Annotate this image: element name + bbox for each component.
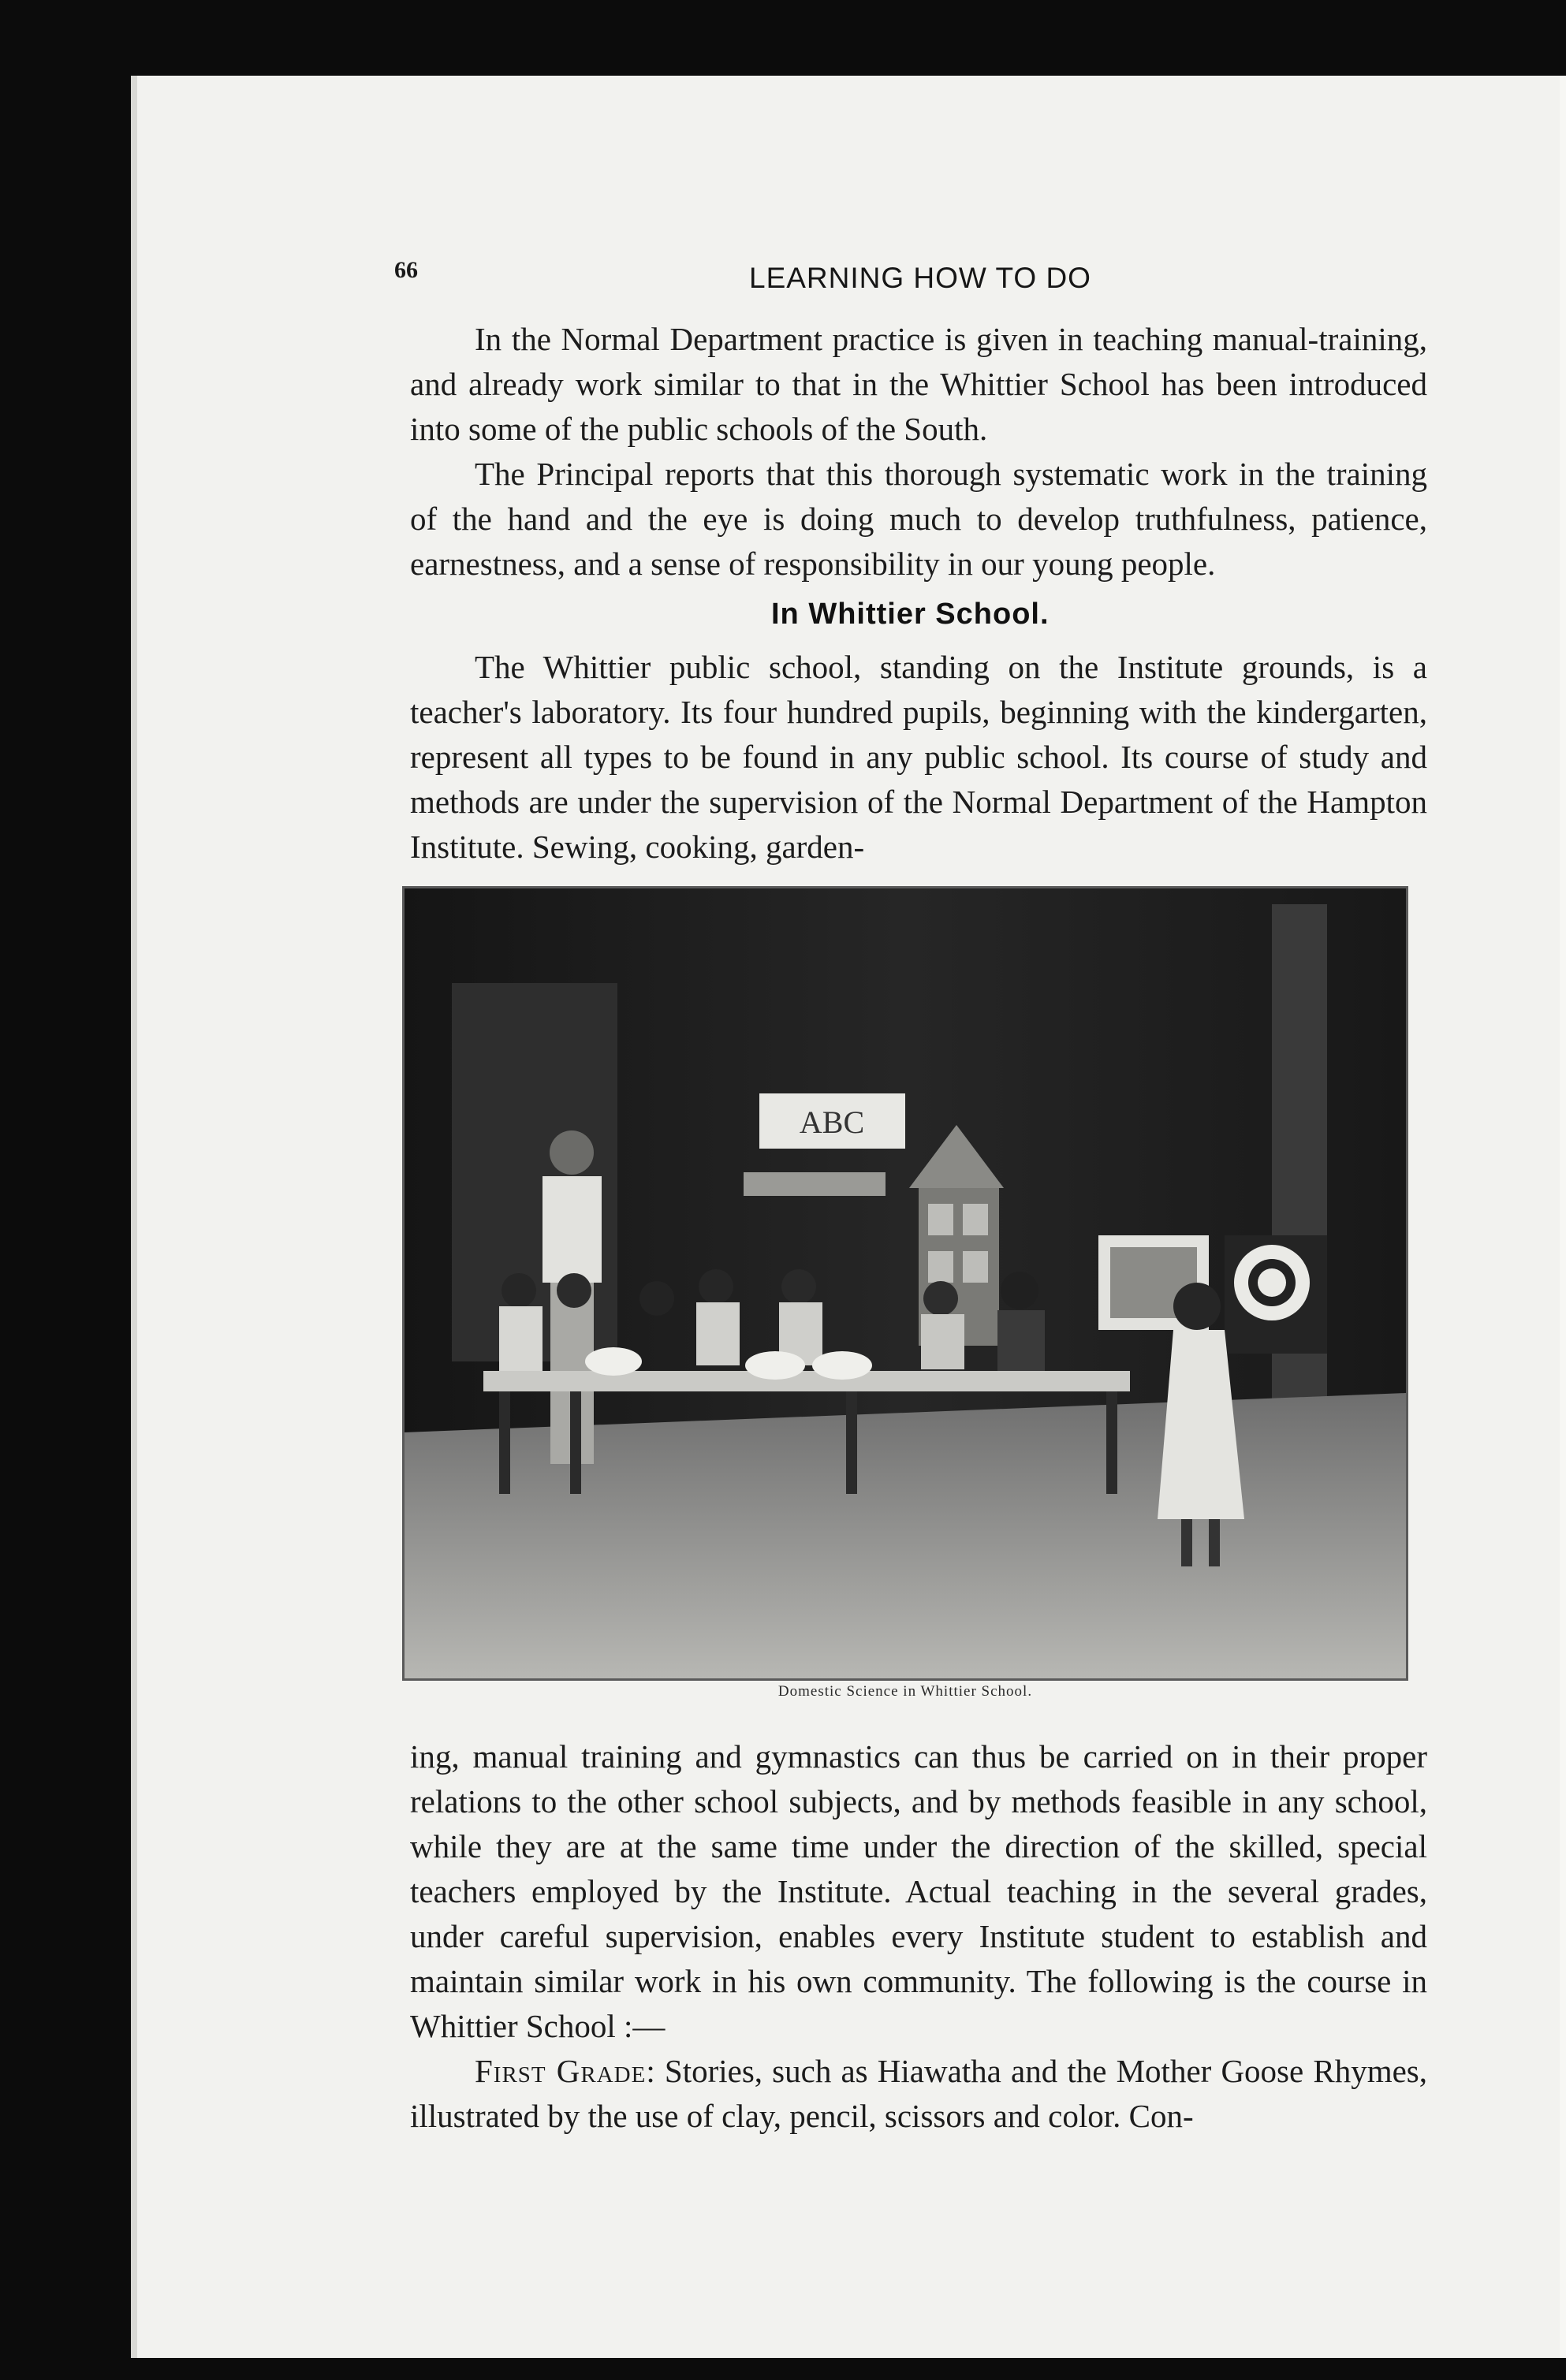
- paragraph-whittier-school: The Whittier public school, standing on the Institute grounds, is a teacher's laboratory. Its four hundred pupils, beginning with the kindergarten, represent all types to be found in any public school. Its course of study and methods are under the supervision of the Normal Department of the Hampton Institute. Sewing, cooking, garden-: [410, 649, 1427, 865]
- intro-text: [410, 317, 1427, 587]
- photo-caption: Domestic Science in Whittier School.: [777, 1683, 1033, 1700]
- work-table: [483, 1371, 1130, 1391]
- child-standing-head: [1173, 1283, 1221, 1330]
- paragraph-principal-report: The Principal reports that this thorough systematic work in the training of the hand and the eye is doing much to develop truthfulness, patience, earnestness, and a sense of responsibility in our young people.: [410, 456, 1427, 582]
- first-grade-text: Stories, such as Hiawatha and the Mother Goose Rhymes, illustrated by the use of clay, pencil, scissors and color. Con-: [410, 2053, 1427, 2134]
- first-grade-label: First Grade: [475, 2053, 647, 2089]
- alphabet-chart-letters: ABC: [799, 1104, 865, 1140]
- first-grade-separator: :: [646, 2053, 655, 2089]
- classroom-photo: [402, 886, 1408, 1681]
- running-title: LEARNING HOW TO DO: [749, 262, 1091, 294]
- teacher-figure: [543, 1176, 602, 1283]
- classroom-photo-illustration: [405, 888, 1406, 1678]
- page-header: [394, 257, 1419, 304]
- section-heading: In Whittier School.: [771, 598, 1050, 631]
- paragraph-first-grade: [410, 2049, 1427, 2139]
- continued-text: [410, 1734, 1427, 2139]
- paragraph-continued: ing, manual training and gymnastics can thus be carried on in their proper relations to the other school subjects, and by methods feasible in any school, while they are at the same time under the direction of the skilled, special teachers employed by the Institute. Actual teaching in the several grades, under careful supervision, enables every Institute student to establish and maintain similar work in his own community. The following is the course in Whittier School :—: [410, 1738, 1427, 2044]
- page-number: 66: [394, 257, 418, 283]
- whittier-text: [410, 645, 1427, 870]
- paragraph-normal-department: In the Normal Department practice is given in teaching manual-training, and already work similar to that in the Whittier School has been introduced into some of the public schools of the South.: [410, 321, 1427, 447]
